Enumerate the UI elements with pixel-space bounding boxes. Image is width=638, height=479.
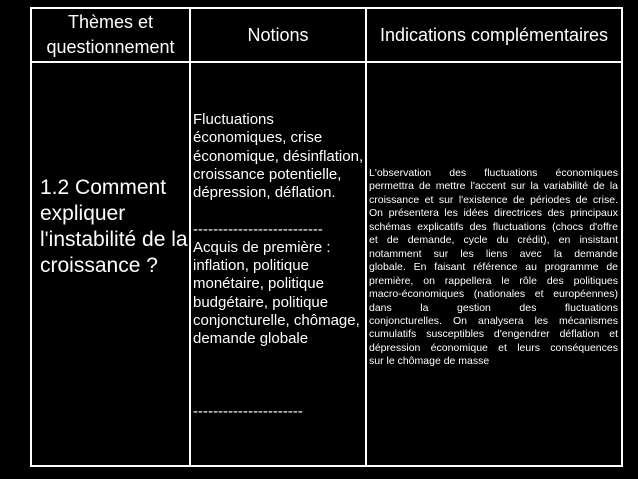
indications-line: cumulatifs susceptibles d'engendrer déflation et [369,328,618,341]
notions-separator: ---------------------- [193,403,303,420]
notions-line: budgétaire, politique [193,293,329,311]
theme-line: expliquer [40,202,126,225]
table-border-bottom [30,465,623,467]
indications-line: dans la gestion des fluctuations [369,301,618,314]
notions-line: croissance potentielle, [193,165,342,183]
notions-separator: -------------------------- [193,220,323,238]
notions-line: conjoncturelle, chômage, [193,311,360,329]
header-notions [191,9,365,61]
header-notions-label: Notions [247,24,309,45]
indications-line: croissance et sur l'existence de périodes de crise. [369,193,618,206]
indications-line: L'observation des fluctuations économiques [369,167,618,179]
table-column-separator-1 [189,7,191,467]
indications-line: sur le chômage de masse [369,355,490,368]
header-indications-label: Indications complémentaires [379,24,609,45]
table-border-right [621,7,623,467]
notions-line: économiques, crise [193,129,323,147]
indications-line: permettra de mettre l'accent sur la variabilité de la [369,180,618,193]
notions-line: dépression, déflation. [193,184,336,201]
theme-line: l'instabilité de la [40,228,188,251]
notions-line: inflation, politique [193,257,309,274]
indications-line: macro-économiques (nationales et européennes) [369,288,618,301]
notions-cell [193,111,365,421]
table-column-separator-2 [365,7,367,467]
theme-line: 1.2 Comment [40,176,167,199]
theme-cell [40,175,188,279]
header-themes [32,9,189,61]
indications-line: notamment sur les liens avec la demande [369,247,618,260]
notions-line: économique, désinflation, [193,147,364,165]
header-themes-line: questionnement [46,37,175,57]
notions-line: demande globale [193,330,309,347]
indications-line: dépression économique et leurs conséquences [369,341,618,354]
indications-cell [369,167,618,369]
indications-line: et de demande, cycle du crédit), en insistant [369,234,618,247]
header-themes-line: Thèmes et [67,12,154,32]
notions-line: Acquis de première : [193,238,331,256]
notions-line: Fluctuations [193,111,274,128]
notions-line: monétaire, politique [193,275,324,293]
indications-line: On présentera les idées directrices des principaux [369,207,618,220]
theme-line: croissance ? [40,254,158,277]
indications-line: conjoncturelles. On analysera les mécanismes [369,314,618,327]
table-border-left [30,7,32,467]
indications-line: première, on rappellera le rôle des politiques [369,274,618,287]
indications-line: schémas explicatifs des fluctuations (chocs d'offre [369,220,618,233]
indications-line: globale. En faisant référence au programme de [369,261,618,274]
header-indications [367,9,621,61]
table-header-separator [30,61,623,63]
